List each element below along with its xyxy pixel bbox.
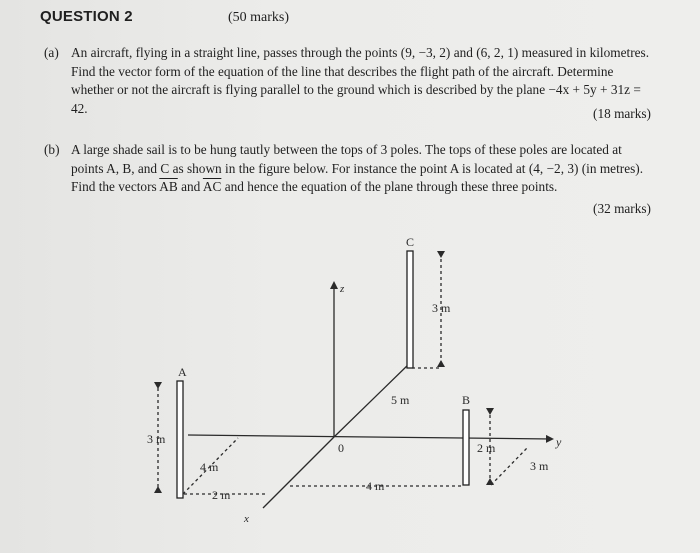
vector-ab: $\overline{AB}$: [159, 179, 178, 195]
part-b-body-2: and: [177, 179, 203, 195]
question-title: QUESTION 2: [40, 8, 133, 25]
z-axis-label: z: [340, 283, 345, 295]
x-axis-label: x: [244, 513, 249, 525]
pole-b: [463, 410, 469, 485]
question-marks: (50 marks): [228, 10, 290, 25]
y-axis-label: y: [556, 435, 562, 449]
dim-a-arrow-top: [154, 382, 162, 389]
dim-b-arrow-top: [486, 408, 494, 415]
dim-a-depth-label: 4 m: [200, 460, 219, 474]
part-a-label: (a): [44, 45, 59, 60]
origin-label: 0: [338, 441, 344, 455]
part-b-marks: (32 marks): [593, 201, 651, 217]
part-a-body: An aircraft, flying in a straight line, passes through the points (9, −3, 2) and (6, 2, 1) measured in kilometres. Find the vector form of the equation of the line that describes the flight path of the aircraft. Determine whether or not the aircraft is flying parallel to the ground which is described by the plane −4x + 5y + 31z = 42.: [71, 45, 650, 116]
dim-b-y-line: [491, 447, 528, 485]
dim-c-diag-label: 5 m: [391, 393, 410, 407]
part-a-marks: (18 marks): [593, 106, 651, 122]
dim-a-arrow-bottom: [154, 486, 162, 493]
part-b-body-3: and hence the equation of the plane through these three points.: [221, 179, 558, 195]
pole-a: [177, 381, 183, 498]
part-b-label: (b): [44, 142, 60, 157]
part-b-body-1: A large shade sail is to be hung tautly between the tops of 3 poles. The tops of these poles are located at points A, B, and C as shown in the figure below. For instance the point A is located at (4, −2, 3) (in metres). Find the vectors: [71, 142, 644, 195]
dim-b-height-label: 3 m: [530, 459, 549, 473]
point-a-label: A: [178, 365, 187, 379]
dim-a-width-label: 2 m: [212, 488, 231, 502]
point-c-label: C: [406, 235, 415, 249]
x-axis: [263, 437, 334, 508]
dim-b-arrow-bottom: [486, 478, 494, 485]
vector-ac: $\overline{AC}$: [202, 179, 222, 195]
dim-b-y-label: 2 m: [477, 441, 496, 455]
dim-c-height-label: 3 m: [432, 301, 451, 315]
pole-c: [407, 251, 413, 368]
dim-a-height-label: 3 m: [147, 432, 166, 446]
dim-c-arrow-bottom: [437, 360, 445, 367]
point-b-label: B: [462, 393, 471, 407]
y-axis: [188, 435, 552, 439]
dim-x-label: 4 m: [366, 479, 385, 493]
dim-c-arrow-top: [437, 251, 445, 258]
